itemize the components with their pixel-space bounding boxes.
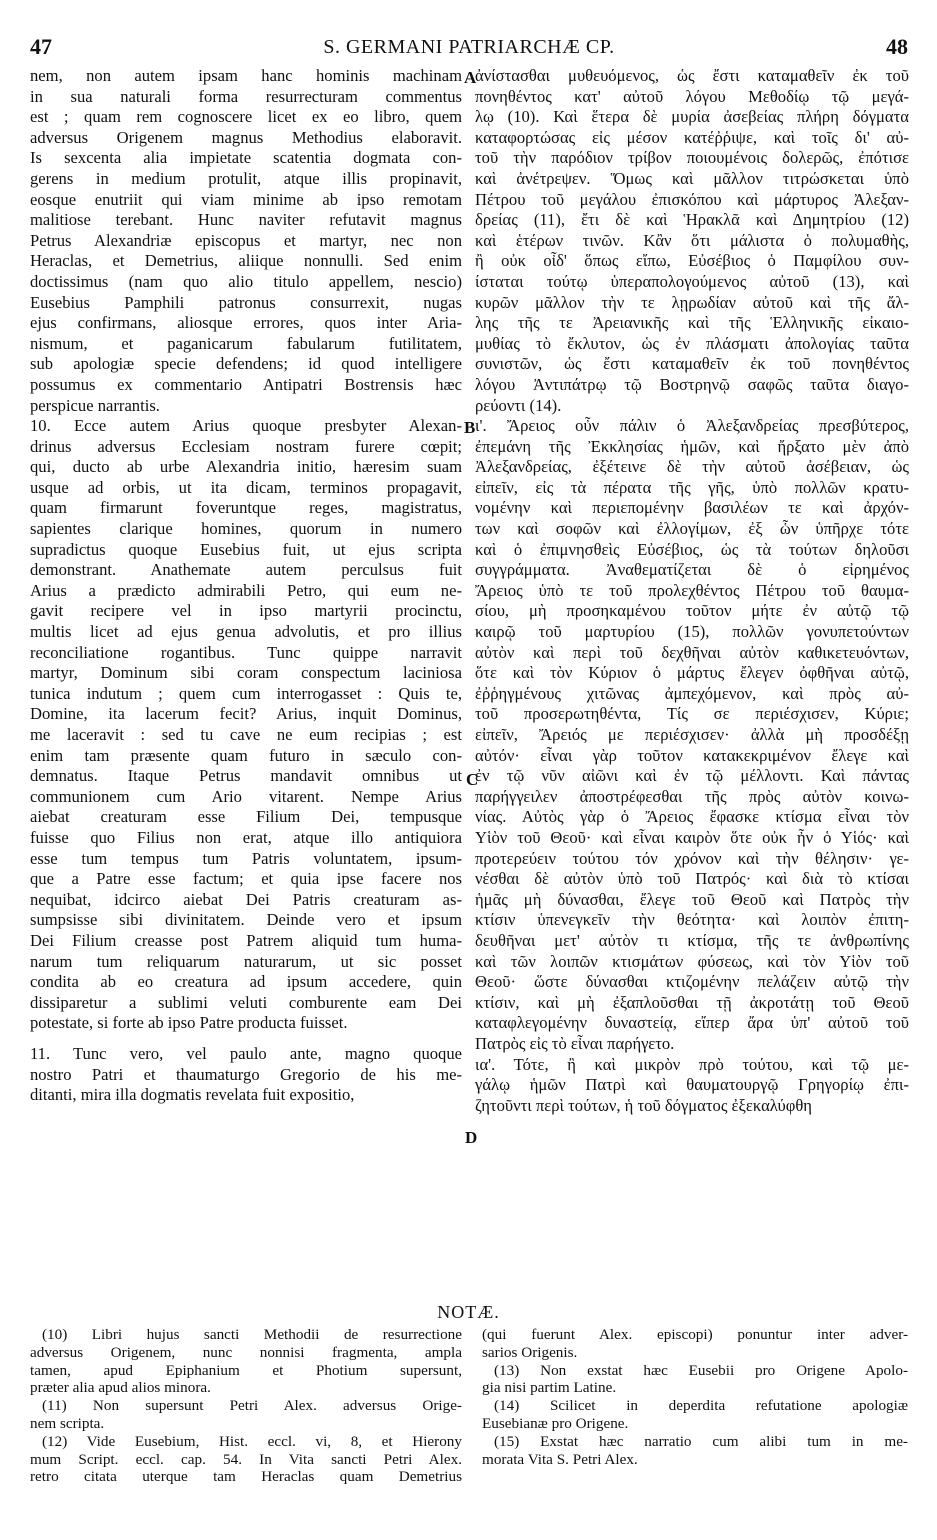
- greek-line: ἀνίστασθαι μυθευόμενος, ὡς ἔστι καταμαθεῖν ἐκ τοῦ: [475, 66, 909, 85]
- greek-line: ια'. Τότε, ἢ καὶ μικρὸν πρὸ τούτου, καὶ τῷ με-: [475, 1054, 909, 1074]
- latin-line: enim tam præsente quam futuro in sæculo con-: [30, 745, 462, 765]
- note-line: sarios Origenis.: [482, 1343, 578, 1361]
- note-line: præter alia apud alios minora.: [30, 1379, 211, 1397]
- latin-line: demonstrant. Anathemate autem perculsus fuit: [30, 560, 462, 580]
- latin-line: narum tum reliquarum naturarum, ut sic posset: [30, 951, 462, 971]
- latin-column: [30, 66, 462, 1106]
- latin-line: nem, non autem ipsam hanc hominis machinam: [30, 66, 462, 85]
- latin-line: Domine, ita lacerum fecit? Arius, inquit Dominus,: [30, 704, 462, 724]
- greek-line: εἰπεῖν, Ἄρειός με περιέσχισεν· ἀλλὰ μὴ προσδέξῃ: [475, 725, 909, 744]
- greek-line: συνιστῶν, ὡς ἔστι καταμαθεῖν ἐκ τοῦ πονηθέντος: [475, 354, 909, 374]
- note-line: retro citata uterque tam Heraclas quam Demetrius: [30, 1468, 462, 1486]
- latin-line: Is sexcenta alia impietate scatentia dogmata con-: [30, 148, 462, 168]
- latin-line: doctissimus (nam quo alio titulo appellem, nescio): [30, 271, 462, 291]
- greek-line: τοῦ τὴν παρόδιον τρίβον ποιουμένοις δολερῶς, ἐπότισε: [475, 148, 909, 168]
- greek-line: ίσταται τούτῳ ὑπεραπολογούμενος αὐτοῦ (13), καὶ: [475, 271, 909, 291]
- note-line: (13) Non exstat hæc Eusebii pro Origene Apolo-: [494, 1361, 908, 1379]
- latin-line: martyr, Dominum sibi coram conspectum laciniosa: [30, 663, 462, 683]
- note-line: (15) Exstat hæc narratio cum alibi tum in me-: [494, 1432, 908, 1450]
- greek-line: ἡμᾶς μὴ δύνασθαι, ἔλεγε τοῦ Θεοῦ καὶ Πατρὸς τὴν: [475, 889, 909, 909]
- page-number-left: 47: [30, 34, 52, 59]
- running-title: S. GERMANI PATRIARCHÆ CP.: [323, 36, 615, 58]
- note-line: adversus Origenem, nunc nonnisi fragmenta, ampla: [30, 1343, 462, 1361]
- latin-line: reconciliatione rogantibus. Tunc quippe narravit: [30, 642, 462, 662]
- greek-line: ρεύοντι (14).: [475, 395, 562, 415]
- greek-line: λόγου Ἀντιπάτρῳ τῷ Βοστρηνῷ σαφῶς ταῦτα διαγο-: [475, 374, 909, 394]
- latin-line: demnatus. Itaque Petrus mandavit omnibus ut: [30, 766, 462, 786]
- latin-line: Eusebius Pamphili patronus consurrexit, nugas: [30, 292, 462, 312]
- latin-line: possumus ex commentario Antipatri Bostrensis hæc: [30, 374, 462, 394]
- greek-line: καταφλεγομένην δυναστείᾳ, εἴπερ ἄρα ὑπ' αὐτοῦ τοῦ: [475, 1013, 909, 1033]
- latin-line: qui, ducto ab urbe Alexandria initio, hæresim suam: [30, 457, 462, 477]
- greek-line: καιρῷ τοῦ μαρτυρίου (15), πολλῶν γονυπετούντων: [475, 622, 909, 642]
- latin-line: que a Patre esse factum; et quia ipse facere nos: [30, 869, 462, 889]
- greek-line: νίας. Αὐτὸς γὰρ ὁ Ἄρειος ἔφασκε κτίσμα εἶναι τὸν: [475, 807, 909, 827]
- note-line: Eusebianæ pro Origene.: [482, 1414, 629, 1432]
- greek-line: Πατρὸς εἰς τὸ εἶναι παρήγετο.: [475, 1033, 675, 1053]
- greek-line: καὶ ἑτέρων τινῶν. Κἂν ὅτι μάλιστα ὁ πολυμαθὴς,: [475, 230, 909, 250]
- note-line: mum Script. eccl. cap. 54. In Vita sancti Petri Alex.: [30, 1450, 462, 1468]
- greek-line: προτερεύειν τούτου τόν χρόνον καὶ τὴν θέλησιν· γε-: [475, 848, 909, 868]
- greek-line: αὐτὸν καὶ περὶ τοῦ δεχθῆναι αὐτὸν καθικετευόντων,: [475, 642, 909, 662]
- greek-line: ι'. Ἄρειος οὖν πάλιν ὁ Ἀλεξανδρείας πρεσβύτερος,: [475, 416, 909, 436]
- latin-line: in sua naturali forma resurrecturam commentus: [30, 86, 462, 106]
- greek-line: καὶ ὁ ἐπιμνησθεὶς Εὐσέβιος, ὡς τὰ τούτων δηλοῦσι: [475, 539, 909, 559]
- latin-line: me laceravit : sed tu cave ne eum recipias ; est: [30, 725, 462, 744]
- latin-line: ejus confirmans, aliosque errores, quos inter Aria-: [30, 313, 462, 333]
- latin-line: multis licet ad ejus genua advolutis, et pro illius: [30, 622, 462, 642]
- latin-line: fuisse quo Filius non erat, atque illo antiquiora: [30, 827, 462, 847]
- latin-line: esse tum tempus tum Patris voluntatem, ipsum-: [30, 848, 462, 868]
- greek-line: ἐῤῥηγμένους χιτῶνας ἀμπεχόμενον, καὶ πρὸς αὐ-: [475, 683, 909, 703]
- latin-line: quam firmarunt foveruntque reges, magistratus,: [30, 498, 462, 518]
- greek-line: λης τῆς τε Ἀρειανικῆς καὶ τῆς Ἑλληνικῆς εἰκαιο-: [475, 313, 909, 333]
- latin-line: nequibat, idcirco aiebat Dei Patris creaturam as-: [30, 889, 462, 909]
- latin-line: malitiose terebant. Hunc naviter refutavit magnus: [30, 210, 462, 230]
- greek-line: ὅτε καὶ τὸν Κύριον ὁ μάρτυς ἔλεγεν ὀφθῆναι αὐτῷ,: [475, 663, 909, 683]
- latin-line: est ; quam rem cognoscere licet ex eo libro, quem: [30, 107, 462, 127]
- greek-line: πονηθέντος κατ' αὐτοῦ λόγου Μεθοδίῳ τῷ μεγά-: [475, 86, 909, 106]
- latin-line: gerens in medium protulit, atque illis propinavit,: [30, 168, 462, 188]
- greek-line: νομένην καὶ περιεπομένην βασιλέων τε καὶ ἀρχόν-: [475, 498, 909, 518]
- notes-left-column: [30, 1326, 462, 1486]
- latin-line: adversus Origenem magnus Methodius elaboravit.: [30, 127, 462, 147]
- greek-line: κυρῶν μᾶλλον τὴν τε λῃρωδίαν αὐτοῦ καὶ τῆς ἄλ-: [475, 292, 909, 312]
- greek-line: Υἱὸν τοῦ Θεοῦ· καὶ εἶναι καιρὸν ὅτε οὐκ ἦν ὁ Υἱός· καὶ: [475, 827, 909, 847]
- note-line: tamen, apud Epiphanium et Photium supersunt,: [30, 1361, 462, 1379]
- latin-line: sumpsisse sibi divinitatem. Deinde vero et ipsum: [30, 910, 462, 930]
- latin-line: drinus adversus Ecclesiam nostram furere cœpit;: [30, 436, 462, 456]
- latin-line: Petrus Alexandriæ episcopus et martyr, nec non: [30, 230, 462, 250]
- note-line: gia nisi partim Latine.: [482, 1379, 617, 1397]
- latin-line: potestate, si forte ab ipso Patre producta fuisset.: [30, 1013, 348, 1033]
- greek-line: κτίσιν, καὶ μὴ ἐξαπλοῦσθαι τῇ ἀκροτάτῃ τοῦ Θεοῦ: [475, 992, 909, 1012]
- latin-line: Heraclas, et Demetrius, aliique nonnulli. Sed enim: [30, 251, 462, 271]
- greek-line: Ἀλεξανδρείας, ἐξέτεινε δὲ τὴν αὐτοῦ ἀσέβειαν, ὡς: [475, 457, 909, 477]
- latin-line: nostro Patri et thaumaturgo Gregorio de his me-: [30, 1064, 462, 1084]
- greek-line: δρείας (11), ἔτι δὲ καὶ Ἡρακλᾶ καὶ Δημητρίου (12): [475, 210, 909, 230]
- latin-line: dissiparetur a sublimi veluti comburente eam Dei: [30, 992, 462, 1012]
- latin-line: Dei Filium creasse post Patrem aliquid tum huma-: [30, 930, 462, 950]
- latin-line: condita ab eo creatura ad ipsum accedere, quin: [30, 972, 462, 992]
- latin-line: nismum, et paganicarum fabularum futilitatem,: [30, 333, 462, 353]
- greek-line: λῳ (10). Καὶ ἕτερα δὲ μυρία ἀσεβείας πλήρη δόγματα: [475, 107, 909, 127]
- greek-line: παρήγγειλεν ἀποστρέφεσθαι τῆς πρὸς αὐτὸν κοινω-: [475, 786, 909, 806]
- latin-line: gavit recipere vel in ipso martyrii procinctu,: [30, 601, 462, 621]
- latin-line: communionem cum Ario vitarent. Nempe Arius: [30, 786, 462, 806]
- greek-line: γάλῳ ἡμῶν Πατρὶ καὶ θαυματουργῷ Γρηγορίῳ ἐπι-: [475, 1075, 909, 1095]
- margin-letter-d: D: [465, 1128, 478, 1147]
- note-line: (qui fuerunt Alex. episcopi) ponuntur inter adver-: [482, 1326, 908, 1343]
- margin-letter-b: B: [464, 418, 476, 437]
- margin-letter-c: C: [466, 770, 479, 789]
- greek-line: σίου, μὴ προσηκαμένου τοῦτον μήτε ἐν αὐτῷ τῷ: [475, 601, 909, 621]
- greek-line: καὶ ἀνέτρεψεν. Ὅμως καὶ μᾶλλον τιτρώσκεται ὑπὸ: [475, 168, 909, 188]
- note-line: (14) Scilicet in deperdita refutatione apologiæ: [494, 1397, 908, 1415]
- greek-line: κτίσιν ὑπενεγκεῖν τὴν θεότητα· καὶ λοιπὸν ἐπιτη-: [475, 910, 909, 930]
- page-number-right: 48: [886, 34, 908, 59]
- notes-heading: NOTÆ.: [437, 1302, 500, 1322]
- latin-line: 11. Tunc vero, vel paulo ante, magno quoque: [30, 1043, 462, 1063]
- note-line: (11) Non supersunt Petri Alex. adversus Orige-: [42, 1397, 462, 1415]
- notes-right-column: [482, 1326, 908, 1468]
- paragraph-gap: [30, 1034, 462, 1044]
- greek-line: Ἄρειος ὑπὸ τε τοῦ προλεχθέντος Πέτρου τοῦ θαυμα-: [475, 580, 909, 600]
- latin-line: aiebat creaturam esse Filium Dei, tempusque: [30, 807, 462, 827]
- latin-line: sub apologiæ specie defendens; id quod intelligere: [30, 354, 462, 374]
- latin-line: supradictus quoque Eusebius fuit, ut ejus scripta: [30, 539, 462, 559]
- greek-line: των καὶ σοφῶν καὶ ἐλλογίμων, ἐξ ὧν ὑπῆρχε τότε: [475, 519, 909, 539]
- greek-line: Πέτρου τοῦ μεγάλου ἐπισκόπου καὶ μάρτυρος Ἀλεξαν-: [475, 189, 909, 209]
- greek-line: ζητοῦντι περὶ τούτων, ἡ τοῦ δόγματος ἐξεκαλύφθη: [475, 1095, 812, 1115]
- latin-line: eosque enutriit qui viam minime ab ipso remotam: [30, 189, 462, 209]
- greek-line: καταφορτώσας εἰς μέσον κατέῤῥιψε, καὶ τοῖς δι' αὐ-: [475, 127, 909, 147]
- latin-line: tunica indutum ; quem cum interrogasset : Quis te,: [30, 683, 462, 703]
- note-line: nem scripta.: [30, 1414, 105, 1432]
- latin-line: usque ad orbis, ut ita dicam, terminos propagavit,: [30, 477, 462, 497]
- greek-line: τοῦ προσερωτηθέντα, Τίς σε περιέσχισεν, Κύριε;: [475, 704, 909, 724]
- greek-line: ἢ οὐκ οἶδ' ὅπως εἴπω, Εὐσέβιος ὁ Παμφίλου συν-: [475, 251, 909, 271]
- greek-line: εἰπεῖν, εἰς τὰ πέρατα τῆς γῆς, ὑπὸ πολλῶν κρατυ-: [475, 477, 909, 497]
- greek-line: δευθῆναι μετ' αὐτὸν τι κτίσμα, τῆς τε ἀνθρωπίνης: [475, 930, 909, 950]
- greek-line: συγγράμματα. Ἀναθεματίζεται δὲ ὁ εἰρημένος: [475, 560, 909, 580]
- greek-line: νέσθαι δὲ αὐτὸν ὑπὸ τοῦ Πατρός· καὶ διὰ τὸ κτίσαι: [475, 869, 909, 889]
- latin-line: ditanti, mira illa dogmatis revelata fuit expositio,: [30, 1085, 355, 1105]
- greek-line: αὐτόν· εἶναι γὰρ τοῦτον κατακεκριμένον ἔλεγε καὶ: [475, 745, 909, 765]
- greek-column: [475, 66, 909, 1116]
- greek-line: ἐν τῷ νῦν αἰῶνι καὶ ἐν τῷ μέλλοντι. Καὶ πάντας: [475, 766, 909, 786]
- latin-line: sapientes clarique homines, quorum in numero: [30, 519, 462, 539]
- running-header: [30, 34, 908, 60]
- margin-letter-a: A: [464, 68, 477, 87]
- note-line: morata Vita S. Petri Alex.: [482, 1450, 638, 1468]
- latin-line: 10. Ecce autem Arius quoque presbyter Alexan-: [30, 416, 462, 436]
- greek-line: Θεοῦ· ὥστε δύνασθαι κτιζομένην πελάζειν αὐτῷ τὴν: [475, 972, 909, 992]
- greek-line: ἐπεμάνη τῆς Ἐκκλησίας ἡμῶν, καὶ ἤρξατο μὲν ἀπὸ: [475, 436, 909, 456]
- note-line: (12) Vide Eusebium, Hist. eccl. vi, 8, et Hierony: [42, 1432, 462, 1450]
- greek-line: μυθίας τὸ ἔκλυτον, ὡς ἐν πλάσματι ἀπολογίας ταῦτα: [475, 333, 909, 353]
- note-line: (10) Libri hujus sancti Methodii de resurrectione: [42, 1326, 462, 1343]
- greek-line: καὶ τῶν λοιπῶν κτισμάτων φύσεως, καὶ τὸν Υἱὸν τοῦ: [475, 951, 909, 971]
- latin-line: perspicue narrantis.: [30, 395, 160, 415]
- latin-line: Arius a prædicto admirabili Petro, qui eum ne-: [30, 580, 462, 600]
